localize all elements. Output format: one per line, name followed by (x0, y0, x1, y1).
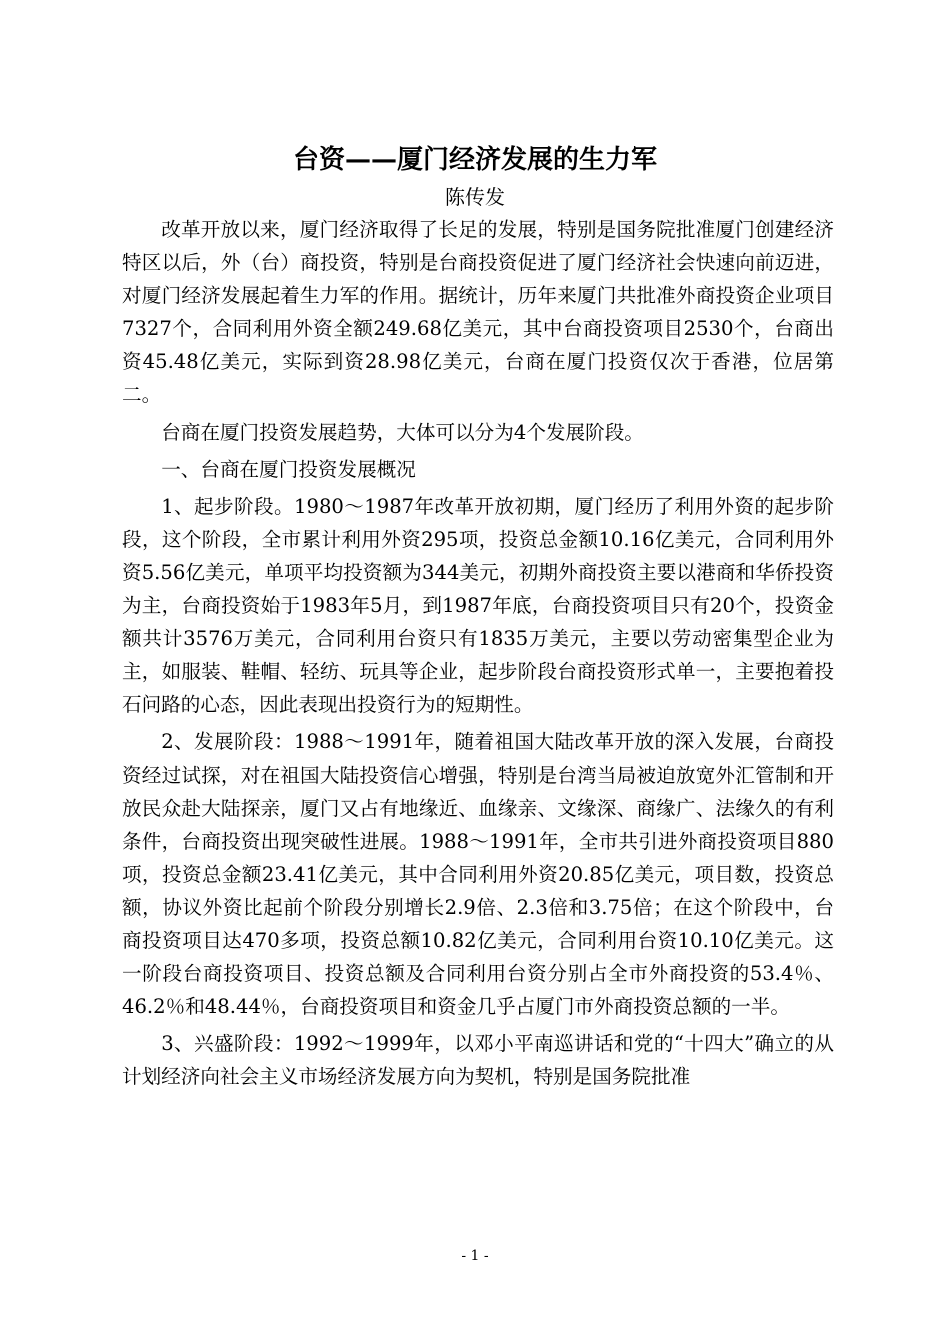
section-heading-1: 一、台商在厦门投资发展概况 (161, 457, 416, 481)
document-author: 陈传发 (445, 185, 505, 209)
paragraph-intro: 改革开放以来，厦门经济取得了长足的发展，特别是国务院批准厦门创建经济特区以后，外（台）商投资，特别是台商投资促进了厦门经济社会快速向前迈进，对厦门经济发展起着生力军的作用。据统计，历年来厦门共批准外商投资企业项目7327个，合同利用外资全额249.68亿美元，其中台商投资项目2530个，台商出资45.48亿美元，实际到资28.98亿美元，台商在厦门投资仅次于香港，位居第二。 (122, 218, 834, 407)
page-number: - 1 - (461, 1248, 489, 1264)
paragraph-stage-1: 1、起步阶段。1980～1987年改革开放初期，厦门经历了利用外资的起步阶段，这个阶段，全市累计利用外资295项，投资总金额10.16亿美元，合同利用外资5.56亿美元，单项平均投资额为344美元，初期外商投资主要以港商和华侨投资为主，台商投资始于1983年5月，到1987年底，台商投资项目只有20个，投资金额共计3576万美元，合同利用台资只有1835万美元，主要以劳动密集型企业为主，如服装、鞋帽、轻纺、玩具等企业，起步阶段台商投资形式单一，主要抱着投石问路的心态，因此表现出投资行为的短期性。 (122, 494, 834, 717)
document-title: 台资——厦门经济发展的生力军 (292, 145, 657, 175)
paragraph-stage-3: 3、兴盛阶段：1992～1999年，以邓小平南巡讲话和党的“十四大”确立的从计划经济向社会主义市场经济发展方向为契机，特别是国务院批准 (122, 1032, 834, 1089)
paragraph-stages-overview: 台商在厦门投资发展趋势，大体可以分为4个发展阶段。 (161, 420, 644, 444)
paragraph-stage-2: 2、发展阶段：1988～1991年，随着祖国大陆改革开放的深入发展，台商投资经过试探，对在祖国大陆投资信心增强，特别是台湾当局被迫放宽外汇管制和开放民众赴大陆探亲，厦门又占有地缘近、血缘亲、文缘深、商缘广、法缘久的有利条件，台商投资出现突破性进展。1988～1991年，全市共引进外商投资项目880项，投资总金额23.41亿美元，其中合同利用外资20.85亿美元，项目数，投资总额，协议外资比起前个阶段分别增长2.9倍、2.3倍和3.75倍；在这个阶段中，台商投资项目达470多项，投资总额10.82亿美元，合同利用台资10.10亿美元。这一阶段台商投资项目、投资总额及合同利用台资分别占全市外商投资的53.4％、46.2％和48.44％，台商投资项目和资金几乎占厦门市外商投资总额的一半。 (122, 730, 834, 1019)
document-body (122, 213, 834, 1097)
